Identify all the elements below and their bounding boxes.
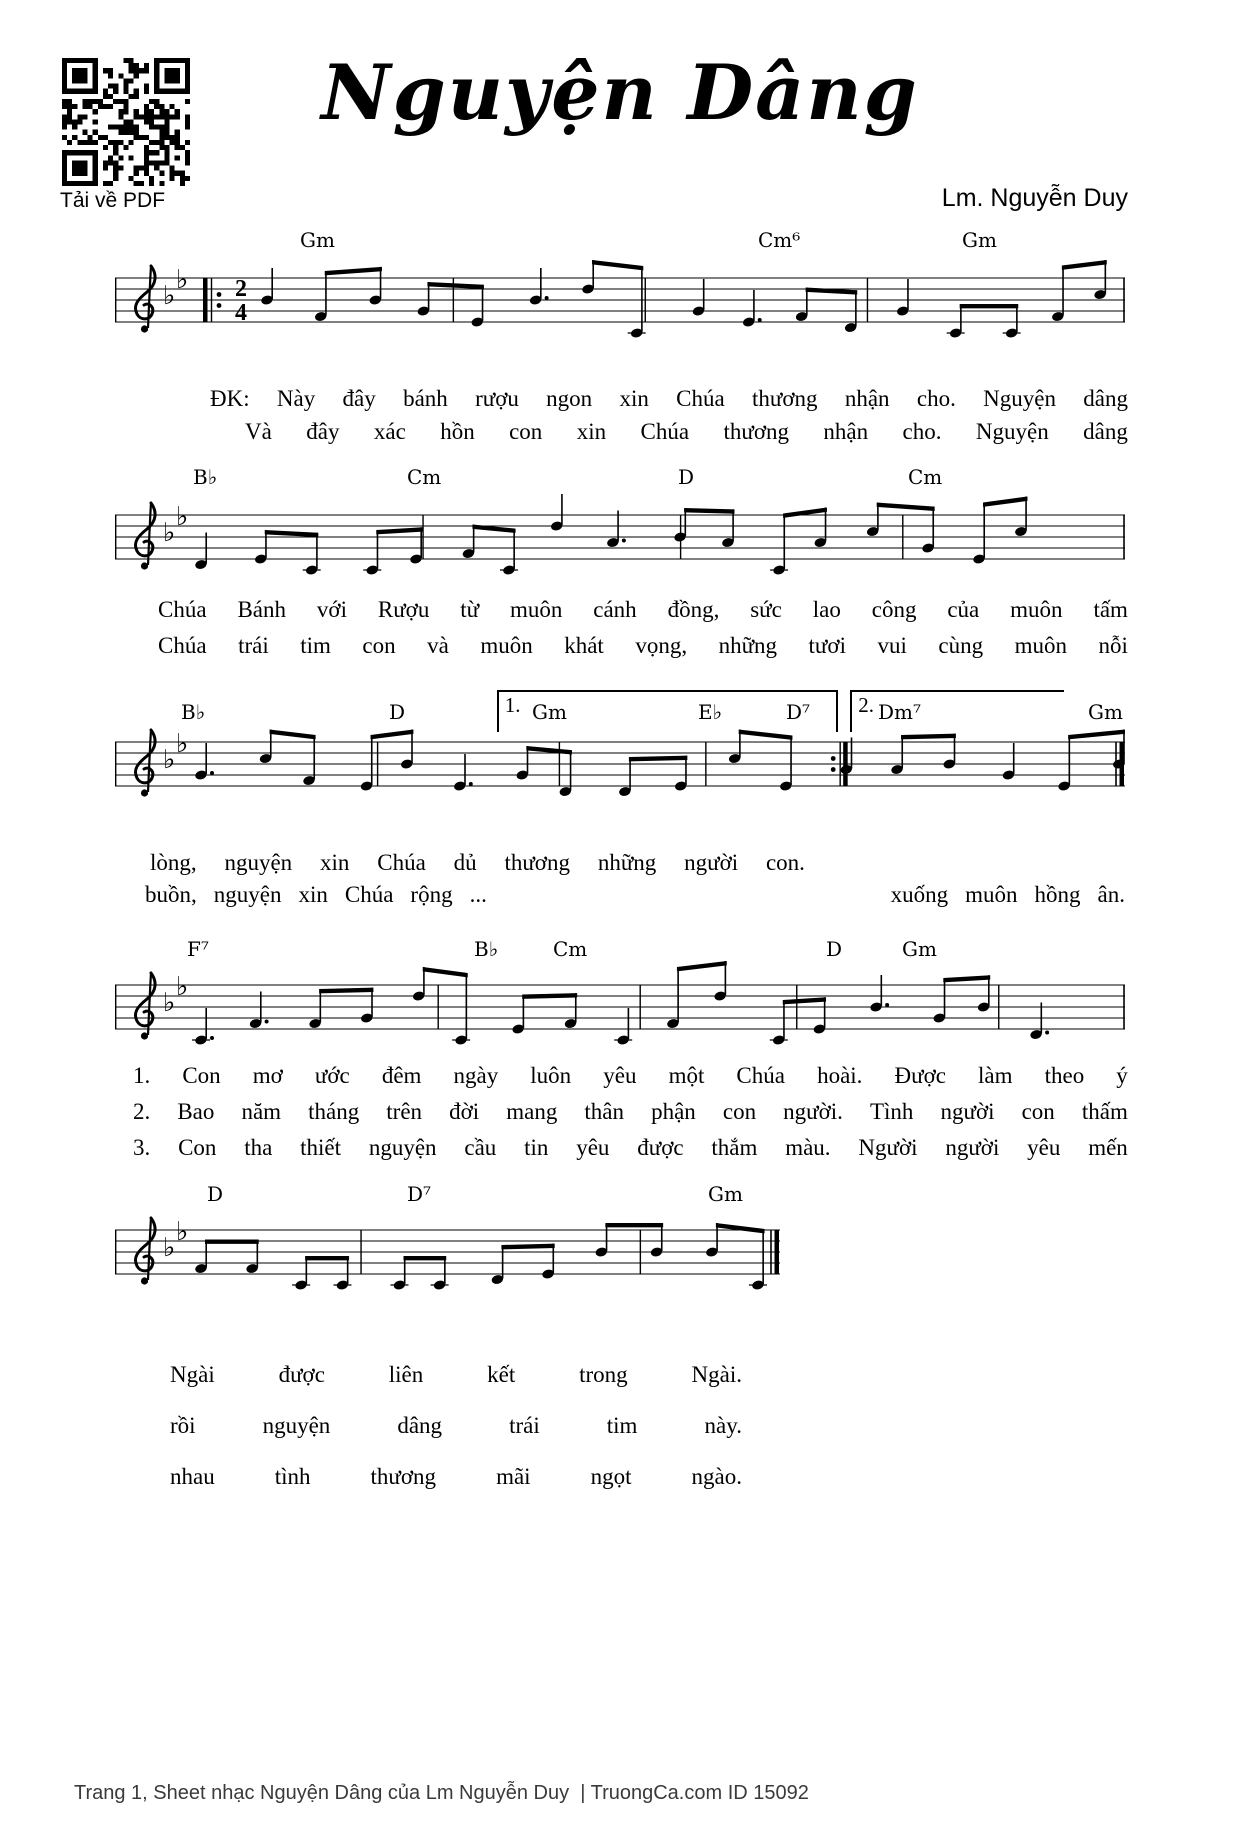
lyric-word: dâng [1083, 386, 1128, 411]
lyric-word: công [871, 597, 917, 622]
lyric-line [150, 850, 805, 876]
lyric-line [133, 1135, 1128, 1161]
lyric-word: nguyện [262, 1413, 331, 1438]
lyric-word: tin [524, 1135, 549, 1160]
lyric-word: ân. [1097, 882, 1125, 907]
lyric-word: Con [178, 1135, 217, 1160]
flat-sign: ♭ [163, 988, 176, 1018]
lyric-word: dủ [453, 850, 477, 875]
lyric-word: sức [750, 597, 782, 622]
lyric-word: Chúa [158, 597, 207, 622]
lyric-word: con. [765, 850, 805, 875]
lyric-word: nhận [844, 386, 890, 411]
lyric-line [133, 1063, 1128, 1089]
lyric-word: khát [564, 633, 604, 658]
lyric-word: mang [506, 1099, 558, 1124]
lyric-word: nhau [170, 1464, 215, 1489]
lyric-word: của [947, 597, 980, 622]
staff-system-2 [115, 485, 1125, 609]
lyric-word: mến [1088, 1135, 1128, 1160]
lyric-word: phận [651, 1099, 696, 1124]
lyric-word: hồn [440, 419, 475, 444]
lyric-word: Bánh [237, 597, 287, 622]
lyric-word: muôn [965, 882, 1018, 907]
lyric-word: con [722, 1099, 757, 1124]
chord-label: B♭ [193, 465, 218, 489]
lyric-word: vọng, [635, 633, 688, 658]
lyric-word: xin [619, 386, 649, 411]
lyric-line [210, 386, 1128, 412]
flat-sign: ♭ [176, 729, 189, 759]
lyric-word: cánh [593, 597, 637, 622]
lyric-word: rộng [410, 882, 453, 907]
lyric-word: thương [752, 386, 818, 411]
lyric-word: ước [314, 1063, 350, 1088]
lyric-word: Con [182, 1063, 221, 1088]
staff-system-4 [115, 955, 1125, 1079]
composer-credit: Lm. Nguyễn Duy [941, 184, 1128, 212]
lyric-word: cùng [938, 633, 984, 658]
lyric-word: Chúa [344, 882, 394, 907]
lyric-line [170, 1464, 742, 1490]
chord-label: Cm [553, 937, 588, 961]
lyric-word: rồi [170, 1413, 196, 1438]
lyric-word: tha [244, 1135, 273, 1160]
lyric-word: thấm [1081, 1099, 1128, 1124]
lyric-word: yêu [576, 1135, 610, 1160]
lyric-word: những [597, 850, 657, 875]
lyric-word: đây [342, 386, 376, 411]
lyric-word: nhận [823, 419, 869, 444]
download-pdf-link[interactable]: Tải về PDF [60, 189, 166, 212]
chord-label: B♭ [181, 700, 206, 724]
lyric-line [170, 1413, 742, 1439]
lyric-word: Này [276, 386, 316, 411]
chord-label: D [826, 937, 843, 961]
lyric-word: đây [306, 419, 340, 444]
lyric-word: lao [812, 597, 841, 622]
lyric-word: Được [894, 1063, 946, 1088]
lyric-line [170, 1362, 742, 1388]
lyric-word: muôn [1014, 633, 1067, 658]
lyric-word: nguyện [213, 882, 282, 907]
lyric-word: liên [388, 1362, 424, 1387]
flat-sign: ♭ [163, 745, 176, 775]
chord-label: Gm [1088, 700, 1123, 724]
lyric-word: được [278, 1362, 325, 1387]
lyric-word: cầu [464, 1135, 497, 1160]
song-title: Nguyện Dâng [321, 48, 919, 137]
chord-label: Cm⁶ [758, 228, 801, 252]
treble-clef-icon [135, 730, 155, 797]
staff-system-1 [115, 248, 1125, 372]
lyric-word: dâng [397, 1413, 443, 1438]
lyric-word: Người [858, 1135, 918, 1160]
lyric-word: và [427, 633, 449, 658]
lyric-word: rượu [475, 386, 519, 411]
lyric-word: dâng [1083, 419, 1128, 444]
lyric-word: xin [320, 850, 350, 875]
lyric-word: luôn [530, 1063, 572, 1088]
lyric-word: vui [877, 633, 907, 658]
lyric-word: Ngài [170, 1362, 215, 1387]
lyric-word: mơ [252, 1063, 283, 1088]
chord-label: Dm⁷ [878, 700, 922, 724]
lyric-line [158, 633, 1128, 659]
lyric-word: xin [298, 882, 328, 907]
volta-number: 2. [858, 693, 875, 717]
lyric-word: xác [373, 419, 406, 444]
flat-sign: ♭ [176, 265, 189, 295]
lyric-word: mãi [496, 1464, 531, 1489]
lyric-word: Chúa [640, 419, 690, 444]
flat-sign: ♭ [163, 281, 176, 311]
lyric-word: thắm [711, 1135, 758, 1160]
lyric-word: con [1021, 1099, 1055, 1124]
lyric-word: con [362, 633, 396, 658]
lyric-word: xin [576, 419, 607, 444]
lyric-word: hoài. [817, 1063, 863, 1088]
lyric-word: bánh [403, 386, 448, 411]
staff-system-5 [115, 1200, 780, 1324]
lyric-word: người [940, 1099, 995, 1124]
chord-label: D [678, 465, 695, 489]
chord-label: D [207, 1182, 224, 1206]
chord-label: B♭ [474, 937, 499, 961]
volta-bracket-1 [497, 690, 838, 732]
lyric-word: làm [978, 1063, 1013, 1088]
lyric-word: thương [723, 419, 790, 444]
lyric-word: muôn [509, 597, 563, 622]
lyric-word: người [945, 1135, 1000, 1160]
lyric-word: năm [241, 1099, 282, 1124]
lyric-word: tình [274, 1464, 311, 1489]
lyric-word: Bao [177, 1099, 215, 1124]
lyric-word: 2. [133, 1099, 151, 1124]
page-footer: Trang 1, Sheet nhạc Nguyện Dâng của Lm Nguyễn Duy | TruongCa.com ID 15092 [74, 1782, 809, 1804]
lyric-word: theo [1044, 1063, 1085, 1088]
lyric-word: tấm [1093, 597, 1128, 622]
lyric-word: nguyện [224, 850, 293, 875]
lyric-word: Chúa [736, 1063, 785, 1088]
lyric-word: yêu [1027, 1135, 1061, 1160]
lyric-word: lòng, [150, 850, 197, 875]
lyric-word: Và [245, 419, 272, 444]
lyric-word: Nguyện [983, 386, 1056, 411]
lyric-word: thân [584, 1099, 625, 1124]
flat-sign: ♭ [176, 502, 189, 532]
lyric-word: nỗi [1098, 633, 1128, 658]
lyric-word: tháng [308, 1099, 360, 1124]
flat-sign: ♭ [163, 518, 176, 548]
chord-label: F⁷ [187, 937, 209, 961]
lyric-word: những [718, 633, 778, 658]
treble-clef-icon [135, 503, 155, 570]
chord-label: D⁷ [407, 1182, 432, 1206]
lyric-word: Ngài. [691, 1362, 742, 1387]
lyric-word: Chúa [158, 633, 207, 658]
chord-label: Cm [908, 465, 943, 489]
lyric-line [245, 419, 1128, 445]
lyric-word: ngọt [590, 1464, 632, 1489]
lyric-word: này. [704, 1413, 742, 1438]
lyric-word: từ [460, 597, 480, 622]
lyric-word: trái [238, 633, 269, 658]
lyric-word: tim [606, 1413, 638, 1438]
chord-label: E♭ [698, 700, 723, 724]
lyric-word: Rượu [377, 597, 430, 622]
flat-sign: ♭ [176, 972, 189, 1002]
treble-clef-icon [135, 1218, 155, 1285]
time-signature-bottom: 4 [235, 300, 247, 326]
lyric-word: một [668, 1063, 705, 1088]
lyric-word: trái [509, 1413, 540, 1438]
lyric-word: thiết [300, 1135, 342, 1160]
volta-number: 1. [504, 693, 521, 717]
lyric-word: muôn [1010, 597, 1063, 622]
flat-sign: ♭ [163, 1233, 176, 1263]
time-signature-top: 2 [235, 276, 247, 302]
chord-label: Gm [300, 228, 335, 252]
chord-label: Gm [532, 700, 567, 724]
lyric-word: tươi [808, 633, 846, 658]
lyric-word: người [684, 850, 739, 875]
lyric-word: thương [370, 1464, 437, 1489]
lyric-word: tim [300, 633, 331, 658]
lyric-word: Nguyện [975, 419, 1049, 444]
lyric-word: ... [469, 882, 487, 907]
treble-clef-icon [135, 973, 155, 1040]
lyric-word: nguyện [368, 1135, 437, 1160]
lyric-word: trong [579, 1362, 628, 1387]
lyric-word: 3. [133, 1135, 151, 1160]
chord-label: Cm [407, 465, 442, 489]
lyric-line [133, 1099, 1128, 1125]
lyric-word: yêu [603, 1063, 637, 1088]
chord-label: D⁷ [786, 700, 811, 724]
lyric-word: đồng, [667, 597, 720, 622]
chord-label: Gm [962, 228, 997, 252]
chord-label: D [389, 700, 406, 724]
lyric-line [158, 597, 1128, 623]
lyric-word: thương [504, 850, 570, 875]
lyric-word: ngày [453, 1063, 499, 1088]
lyric-word: kết [487, 1362, 516, 1387]
chord-label: Gm [902, 937, 937, 961]
lyric-word: Chúa [676, 386, 725, 411]
lyric-word: 1. [133, 1063, 151, 1088]
lyric-word: với [316, 597, 347, 622]
lyric-line [145, 882, 1125, 908]
lyric-word: muôn [480, 633, 533, 658]
lyric-word: Tình [869, 1099, 914, 1124]
lyric-word: đời [449, 1099, 480, 1124]
lyric-word: con [509, 419, 543, 444]
volta-bracket-2 [850, 690, 1064, 732]
lyric-word: người. [783, 1099, 843, 1124]
lyric-word: ý [1116, 1063, 1128, 1088]
lyric-word: màu. [785, 1135, 831, 1160]
treble-clef-icon [135, 266, 155, 333]
chord-label: Gm [708, 1182, 743, 1206]
lyric-word: hồng [1034, 882, 1081, 907]
lyric-word: đêm [381, 1063, 422, 1088]
lyric-word: Chúa [377, 850, 426, 875]
lyric-word: cho. [916, 386, 956, 411]
lyric-word: ĐK: [210, 386, 250, 411]
lyric-word: được [637, 1135, 684, 1160]
lyric-word: ngào. [691, 1464, 742, 1489]
lyric-word: xuống [890, 882, 949, 907]
flat-sign: ♭ [176, 1217, 189, 1247]
lyric-word: buồn, [145, 882, 197, 907]
lyric-word: ngon [546, 386, 593, 411]
lyric-word: trên [386, 1099, 423, 1124]
lyric-word: cho. [902, 419, 942, 444]
